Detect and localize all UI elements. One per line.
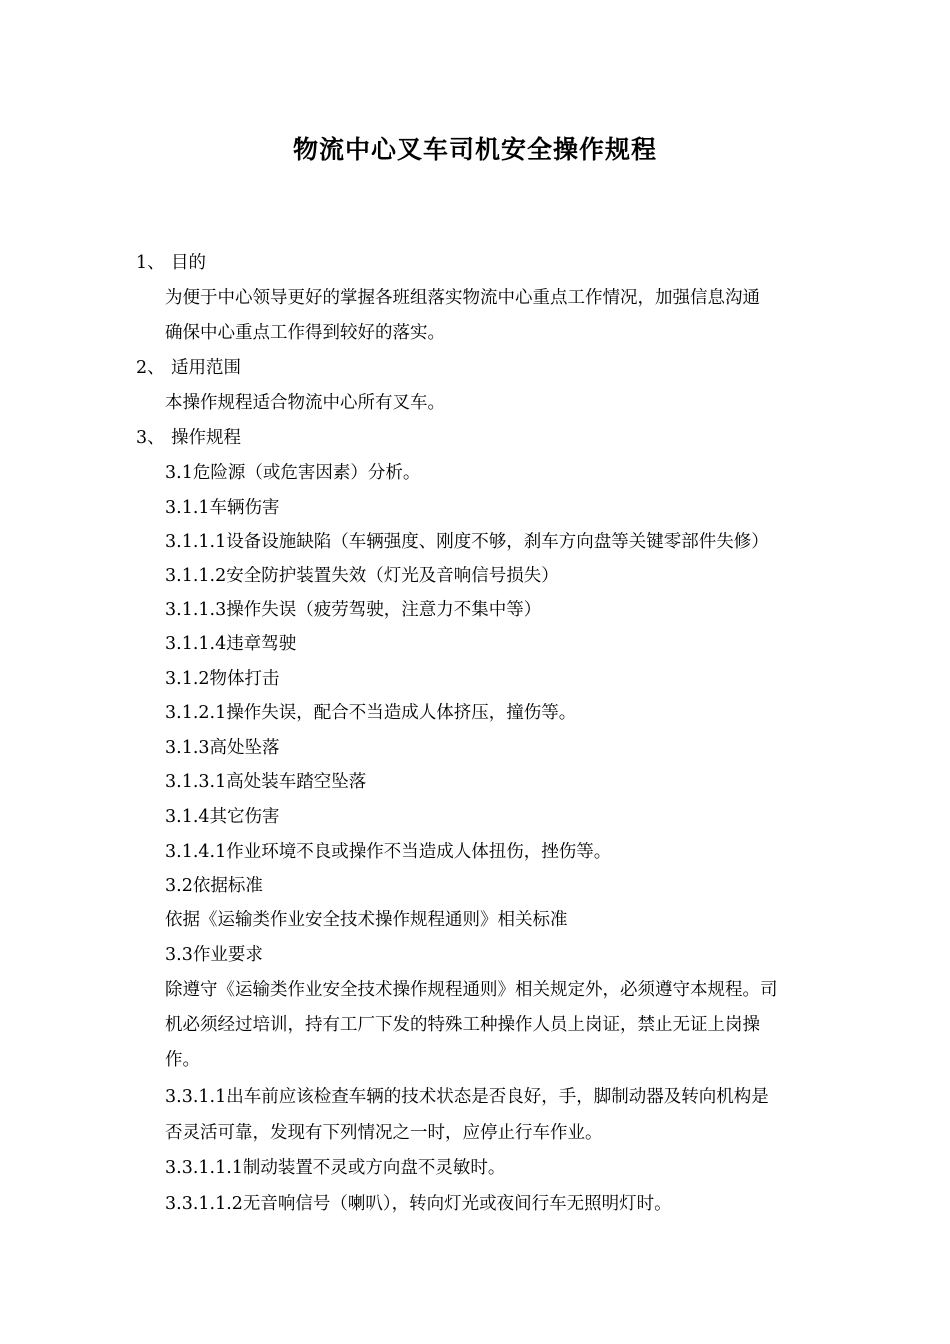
- section-number-2: 2、: [136, 358, 165, 378]
- paragraph-line: 3.3作业要求: [165, 945, 263, 965]
- paragraph-line: 否灵活可靠，发现有下列情况之一时，应停止行车作业。: [165, 1123, 603, 1143]
- paragraph-line: 3.1.1车辆伤害: [165, 498, 280, 518]
- paragraph-line: 确保中心重点工作得到较好的落实。: [165, 323, 445, 343]
- section-heading-label-3: 操作规程: [171, 428, 241, 448]
- paragraph-line: 3.1.2.1操作失误，配合不当造成人体挤压，撞伤等。: [165, 703, 577, 723]
- document-title: 物流中心叉车司机安全操作规程: [292, 135, 657, 164]
- paragraph-line: 依据《运输类作业安全技术操作规程通则》相关标准: [165, 910, 568, 930]
- section-number-1: 1、: [136, 253, 165, 273]
- paragraph-line: 3.1.1.2安全防护装置失效（灯光及音响信号损失）: [165, 566, 559, 586]
- paragraph-line: 3.1.3高处坠落: [165, 738, 280, 758]
- paragraph-line: 3.3.1.1出车前应该检查车辆的技术状态是否良好，手，脚制动器及转向机构是: [165, 1087, 769, 1107]
- paragraph-line: 3.1.4其它伤害: [165, 807, 280, 827]
- section-heading-label-2: 适用范围: [171, 358, 241, 378]
- paragraph-line: 作。: [165, 1050, 200, 1070]
- paragraph-line: 3.1.3.1高处装车踏空坠落: [165, 772, 367, 792]
- paragraph-line: 除遵守《运输类作业安全技术操作规程通则》相关规定外，必须遵守本规程。司: [165, 980, 778, 1000]
- paragraph-line: 机必须经过培训，持有工厂下发的特殊工种操作人员上岗证，禁止无证上岗操: [165, 1015, 760, 1035]
- paragraph-line: 3.3.1.1.2无音响信号（喇叭），转向灯光或夜间行车无照明灯时。: [165, 1194, 672, 1214]
- paragraph-line: 3.1危险源（或危害因素）分析。: [165, 463, 421, 483]
- paragraph-line: 本操作规程适合物流中心所有叉车。: [165, 393, 445, 413]
- paragraph-line: 3.2依据标准: [165, 876, 263, 896]
- paragraph-line: 3.1.1.1设备设施缺陷（车辆强度、刚度不够，刹车方向盘等关键零部件失修）: [165, 532, 769, 552]
- section-number-3: 3、: [136, 428, 165, 448]
- paragraph-line: 3.1.4.1作业环境不良或操作不当造成人体扭伤，挫伤等。: [165, 842, 612, 862]
- section-heading-label-1: 目的: [171, 253, 206, 273]
- paragraph-line: 3.3.1.1.1制动装置不灵或方向盘不灵敏时。: [165, 1158, 506, 1178]
- paragraph-line: 为便于中心领导更好的掌握各班组落实物流中心重点工作情况，加强信息沟通: [165, 288, 760, 308]
- paragraph-line: 3.1.1.3操作失误（疲劳驾驶，注意力不集中等）: [165, 600, 542, 620]
- paragraph-line: 3.1.1.4违章驾驶: [165, 634, 297, 654]
- paragraph-line: 3.1.2物体打击: [165, 669, 280, 689]
